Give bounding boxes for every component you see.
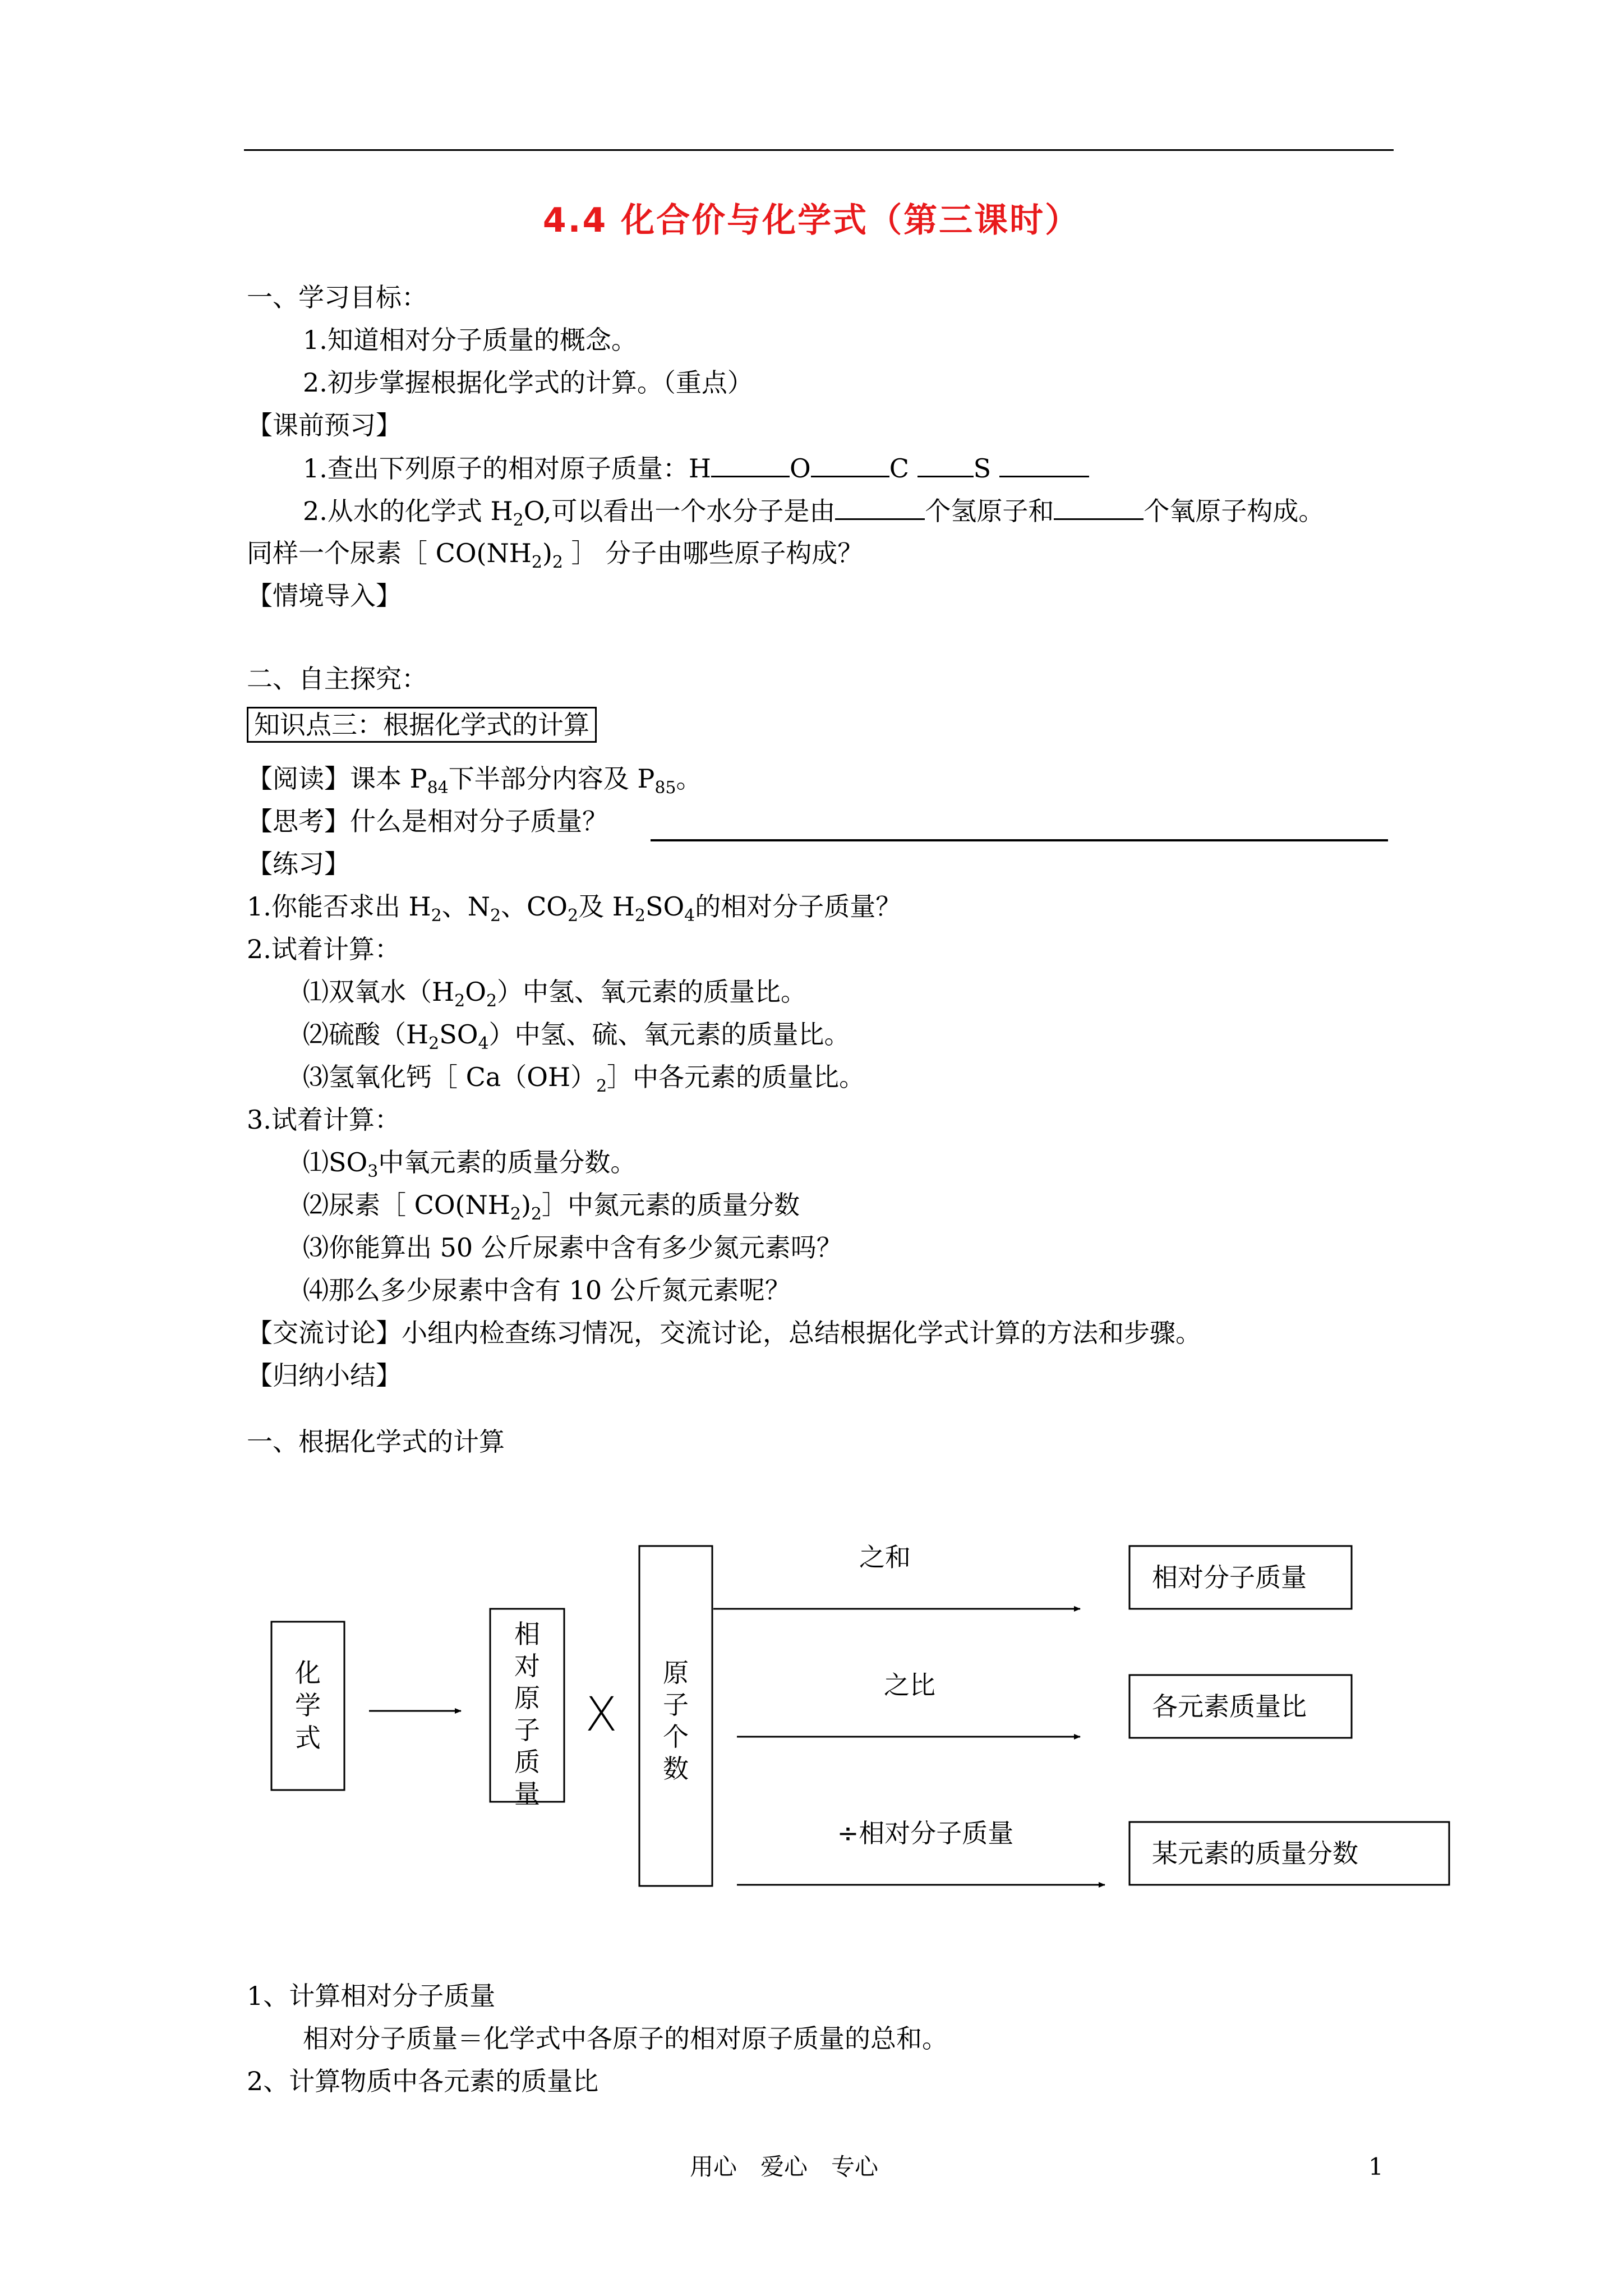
practice-3-1: $⑴SO_3$中氧元素的质量分数。 xyxy=(303,1147,637,1181)
ram-char: 子 xyxy=(514,1715,540,1745)
ram-char: 量 xyxy=(514,1779,540,1809)
knowledge-point-box: 知识点三：根据化学式的计算 xyxy=(247,708,597,742)
atom-count-char: 个 xyxy=(663,1722,689,1752)
preview-heading: 【课前预习】 xyxy=(247,410,402,440)
ram-char: 相 xyxy=(514,1619,540,1649)
ram-char: 对 xyxy=(514,1651,540,1681)
practice-2-3: ⑶氢氧化钙［ $Ca(OH)_2]$中各元素的质量比。 xyxy=(303,1062,865,1096)
objectives-heading: 一、学习目标： xyxy=(247,282,427,312)
read-line: 【阅读】课本 $P_{84}$下半部分内容及 $P_{85}$。 xyxy=(247,763,702,798)
preview-q1: 1.查出下列原子的相对原子质量：H O C S xyxy=(303,451,1089,485)
label-divide: ÷相对分子质量 xyxy=(837,1818,1014,1848)
summary-heading: 【归纳小结】 xyxy=(247,1360,402,1391)
practice-1: 1.你能否求出 $H_2$、$N_2$、$CO_2$及 $H_2SO_4$的相对分子质量？ xyxy=(247,891,902,926)
practice-3-3: ⑶你能算出 50 公斤尿素中含有多少氮元素吗？ xyxy=(303,1232,842,1263)
summary-subheading: 一、根据化学式的计算 xyxy=(247,1427,505,1457)
objective-item: 1.知道相对分子质量的概念。 xyxy=(303,325,637,355)
atom-count-char: 子 xyxy=(663,1690,689,1720)
practice-3: 3.试着计算： xyxy=(247,1105,400,1135)
practice-2: 2.试着计算： xyxy=(247,934,400,964)
method-1-heading: 1、计算相对分子质量 xyxy=(247,1981,496,2011)
ram-char: 质 xyxy=(514,1747,540,1777)
think-line: 【思考】什么是相对分子质量？ xyxy=(247,806,608,836)
atom-count-char: 数 xyxy=(663,1754,689,1784)
explore-heading: 二、自主探究： xyxy=(247,664,427,694)
page-title: 4.4 化合价与化学式（第三课时） xyxy=(542,201,1081,240)
preview-q2-cont: 同样一个尿素［ $CO(NH_2)_2$ ］ 分子由哪些原子构成？ xyxy=(247,538,864,572)
formula-char-3: 式 xyxy=(295,1723,321,1753)
label-sum: 之和 xyxy=(859,1542,911,1572)
times-sign: X xyxy=(585,1687,617,1742)
result-element-mass-ratio: 各元素质量比 xyxy=(1152,1691,1307,1722)
page-number: 1 xyxy=(1368,2153,1384,2180)
label-ratio: 之比 xyxy=(884,1670,935,1700)
practice-3-4: ⑷那么多少尿素中含有 10 公斤氮元素呢？ xyxy=(303,1275,791,1305)
method-2-heading: 2、计算物质中各元素的质量比 xyxy=(247,2066,599,2096)
result-mass-fraction: 某元素的质量分数 xyxy=(1152,1838,1358,1869)
preview-q2: 2.从水的化学式 $H_2O$,可以看出一个水分子是由 个氢原子和 个氧原子构成。 xyxy=(303,494,1324,528)
formula-char-1: 化 xyxy=(295,1658,321,1688)
scenario-heading: 【情境导入】 xyxy=(247,581,402,611)
objective-item: 2.初步掌握根据化学式的计算。（重点） xyxy=(303,367,753,398)
practice-3-2: ⑵尿素［ $CO(NH_2)_2]$中氮元素的质量分数 xyxy=(303,1190,800,1224)
practice-heading: 【练习】 xyxy=(247,849,350,879)
ram-char: 原 xyxy=(514,1683,540,1713)
result-relative-molecular-mass: 相对分子质量 xyxy=(1152,1562,1307,1593)
practice-2-2: ⑵硫酸$(H_2SO_4)$中氢、硫、氧元素的质量比。 xyxy=(303,1019,850,1053)
discussion: 【交流讨论】小组内检查练习情况，交流讨论，总结根据化学式计算的方法和步骤。 xyxy=(247,1318,1201,1348)
practice-2-1: ⑴双氧水$(H_2O_2)$中氢、氧元素的质量比。 xyxy=(303,977,807,1011)
method-1-text: 相对分子质量＝化学式中各原子的相对原子质量的总和。 xyxy=(303,2023,948,2054)
footer-slogan: 用心 爱心 专心 xyxy=(690,2153,879,2180)
atom-count-char: 原 xyxy=(663,1658,689,1688)
formula-char-2: 学 xyxy=(295,1690,321,1720)
